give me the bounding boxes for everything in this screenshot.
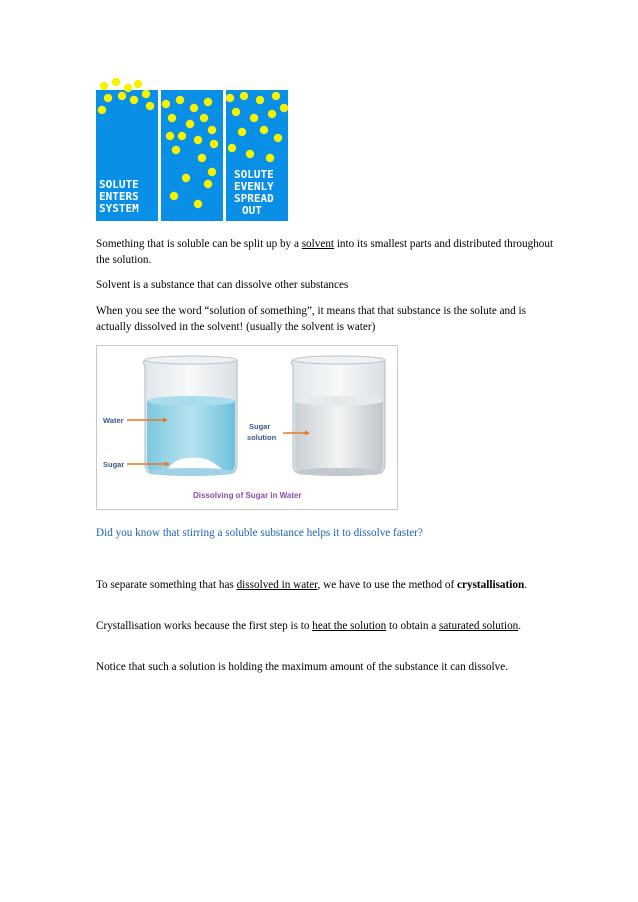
solute-particle <box>170 192 178 200</box>
label-sugar-solution-line2: solution <box>247 433 277 442</box>
solute-particle <box>204 98 212 106</box>
panel3-label-line: EVENLY <box>234 180 274 193</box>
solute-particle <box>118 92 126 100</box>
solute-particle <box>176 96 184 104</box>
solute-particle <box>112 78 120 86</box>
paragraph-solvent-definition: Solvent is a substance that can dissolve other substances <box>96 279 349 291</box>
solute-particle <box>124 84 132 92</box>
panel1-label-line: SOLUTE <box>99 178 139 191</box>
solute-particle <box>280 104 288 112</box>
paragraph-saturated-notice: Notice that such a solution is holding the maximum amount of the substance it can dissolve. <box>96 661 509 673</box>
label-sugar: Sugar <box>103 460 125 469</box>
text: to obtain a <box>386 620 440 632</box>
text: into its smallest parts and distributed throughout the solution. <box>96 238 554 266</box>
solute-particle <box>204 180 212 188</box>
label-water: Water <box>103 416 124 425</box>
text: Something that is soluble can be split up by a <box>96 238 302 250</box>
solute-particle <box>104 94 112 102</box>
solute-particle <box>182 174 190 182</box>
solute-particle <box>208 126 216 134</box>
paragraph-separate <box>96 577 556 593</box>
label-sugar-solution-line1: Sugar <box>249 422 271 431</box>
text: . <box>518 620 522 632</box>
link-heat-the-solution[interactable]: heat the solution <box>312 620 387 632</box>
solute-particle <box>168 114 176 122</box>
paragraph-crystallisation <box>96 618 556 634</box>
solute-particle <box>130 96 138 104</box>
solute-particle <box>100 82 108 90</box>
beaker-sugar-solution <box>291 356 385 476</box>
solute-particle <box>186 120 194 128</box>
solute-particle <box>98 106 106 114</box>
link-solvent[interactable]: solvent <box>301 238 335 250</box>
solute-particle <box>226 94 234 102</box>
paragraph-did-you-know: Did you know that stirring a soluble substance helps it to dissolve faster? <box>96 527 423 539</box>
solute-particle <box>272 92 280 100</box>
solute-particle <box>172 146 180 154</box>
text: Crystallisation works because the first step is to <box>96 620 313 632</box>
solute-particle <box>142 90 150 98</box>
solute-particle <box>250 114 258 122</box>
link-saturated-solution[interactable]: saturated solution <box>439 620 519 632</box>
figure-caption: Dissolving of Sugar in Water <box>193 491 302 500</box>
panel3-label-line: OUT <box>242 204 262 217</box>
solute-particle <box>232 108 240 116</box>
solute-particle <box>162 100 170 108</box>
solute-particle <box>178 132 186 140</box>
panel3-label-line: SOLUTE <box>234 168 274 181</box>
text: , we have to use the method of <box>317 579 458 591</box>
solute-particle <box>240 92 248 100</box>
dissolving-sugar-figure <box>96 345 398 510</box>
link-dissolved-in-water[interactable]: dissolved in water <box>236 579 318 591</box>
solute-particle <box>134 80 142 88</box>
solute-particle <box>208 168 216 176</box>
solute-particle <box>274 134 282 142</box>
solute-particle <box>146 102 154 110</box>
panel1-label-line: ENTERS <box>99 190 139 203</box>
solute-particle <box>228 144 236 152</box>
solute-particle <box>194 136 202 144</box>
solute-particle <box>268 110 276 118</box>
solute-particle <box>166 132 174 140</box>
text: To separate something that has <box>96 579 237 591</box>
text: . <box>524 579 527 591</box>
solute-particle <box>198 154 206 162</box>
term-crystallisation: crystallisation <box>457 579 525 591</box>
solute-particle <box>256 96 264 104</box>
panel-divider <box>223 90 226 221</box>
solute-particle <box>194 200 202 208</box>
paragraph-soluble <box>96 236 556 268</box>
panel3-label-line: SPREAD <box>234 192 274 205</box>
solute-particle <box>190 104 198 112</box>
solute-particle <box>246 150 254 158</box>
beaker-water-sugar <box>143 356 237 476</box>
solute-particle <box>260 126 268 134</box>
solute-particle <box>210 140 218 148</box>
solute-particle <box>200 114 208 122</box>
solute-particle <box>266 154 274 162</box>
panel-divider <box>158 90 161 221</box>
panel1-label-line: SYSTEM <box>99 202 139 215</box>
solute-particle <box>238 128 246 136</box>
paragraph-solution-meaning: When you see the word “solution of something”, it means that that substance is the solute and is actually dissolved in the solvent! (usually the solvent is water) <box>96 305 527 333</box>
solute-diffusion-figure <box>94 78 290 221</box>
